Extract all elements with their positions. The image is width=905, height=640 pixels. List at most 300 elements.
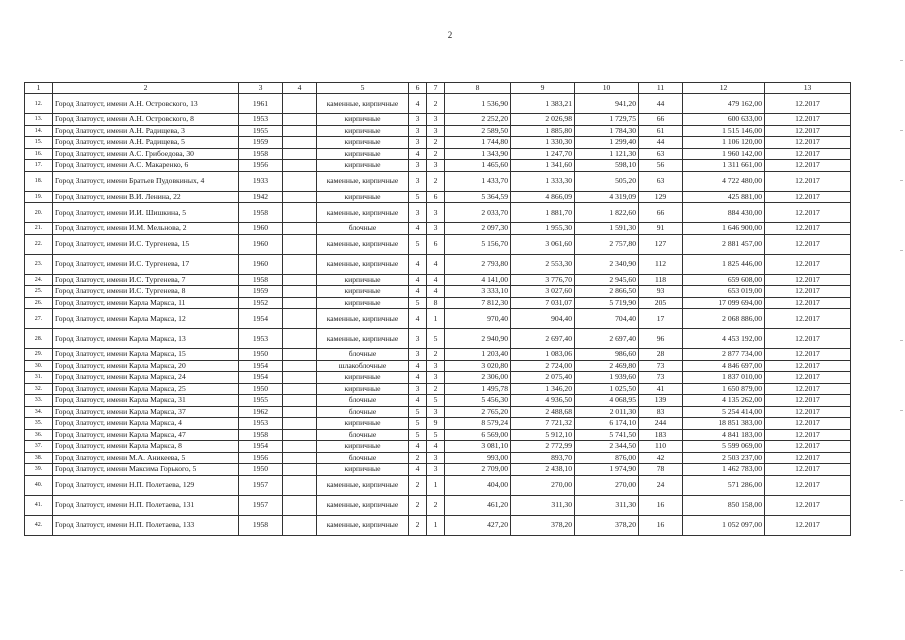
empty-cell [283,429,317,441]
table-row [25,203,851,223]
page-number: 2 [447,30,453,40]
total-area-cell: 5 456,30 [445,395,511,407]
cost-cell: 600 633,00 [683,114,765,126]
address-cell: Город Златоуст, имени Карла Маркса, 11 [53,297,239,309]
entrances-cell: 3 [427,125,445,137]
total-area-cell: 3 081,10 [445,441,511,453]
column-number: 10 [575,83,639,94]
entrances-cell: 1 [427,309,445,329]
total-area-cell: 2 033,70 [445,203,511,223]
living-area-cell: 2 697,40 [511,329,575,349]
address-cell: Город Златоуст, имени Максима Горького, 5 [53,464,239,476]
wall-material-cell: каменные, кирпичные [317,203,409,223]
address-cell: Город Златоуст, имени А.С. Грибоедова, 30 [53,148,239,160]
deadline-cell: 12.2017 [765,495,851,515]
floors-cell: 4 [409,309,427,329]
living-area-cell: 1 383,21 [511,94,575,114]
cost-cell: 1 960 142,00 [683,148,765,160]
empty-cell [283,114,317,126]
residents-cell: 78 [639,464,683,476]
residents-cell: 42 [639,452,683,464]
wall-material-cell: кирпичные [317,297,409,309]
residents-cell: 24 [639,475,683,495]
housing-registry-table [24,82,851,536]
floors-cell: 4 [409,94,427,114]
floors-cell: 4 [409,254,427,274]
entrances-cell: 2 [427,171,445,191]
table-row [25,137,851,149]
column-number: 3 [239,83,283,94]
floors-cell: 5 [409,418,427,430]
residential-area-cell: 1 784,30 [575,125,639,137]
deadline-cell: 12.2017 [765,223,851,235]
floors-cell: 3 [409,203,427,223]
cost-cell: 1 311 661,00 [683,160,765,172]
entrances-cell: 2 [427,349,445,361]
address-cell: Город Златоуст, имени М.А. Аникеева, 5 [53,452,239,464]
living-area-cell: 378,20 [511,515,575,535]
cost-cell: 659 608,00 [683,274,765,286]
empty-cell [283,171,317,191]
year-cell: 1933 [239,171,283,191]
wall-material-cell: кирпичные [317,441,409,453]
address-cell: Город Златоуст, имени И.С. Тургенева, 8 [53,286,239,298]
residents-cell: 73 [639,360,683,372]
floors-cell: 2 [409,452,427,464]
deadline-cell: 12.2017 [765,137,851,149]
total-area-cell: 8 579,24 [445,418,511,430]
residential-area-cell: 2 945,60 [575,274,639,286]
residents-cell: 17 [639,309,683,329]
total-area-cell: 1 465,60 [445,160,511,172]
wall-material-cell: шлакоблочные [317,360,409,372]
total-area-cell: 2 252,20 [445,114,511,126]
entrances-cell: 2 [427,148,445,160]
floors-cell: 4 [409,274,427,286]
table-row [25,475,851,495]
row-number-cell: 26. [25,297,53,309]
deadline-cell: 12.2017 [765,464,851,476]
address-cell: Город Златоуст, имени И.М. Мельнова, 2 [53,223,239,235]
table-row [25,148,851,160]
table-row [25,406,851,418]
column-number: 11 [639,83,683,94]
year-cell: 1954 [239,360,283,372]
cost-cell: 1 515 146,00 [683,125,765,137]
wall-material-cell: кирпичные [317,274,409,286]
cost-cell: 571 286,00 [683,475,765,495]
wall-material-cell: каменные, кирпичные [317,309,409,329]
row-number-cell: 14. [25,125,53,137]
year-cell: 1955 [239,395,283,407]
residents-cell: 127 [639,234,683,254]
residents-cell: 61 [639,125,683,137]
deadline-cell: 12.2017 [765,94,851,114]
deadline-cell: 12.2017 [765,297,851,309]
wall-material-cell: блочные [317,349,409,361]
table-row [25,160,851,172]
residents-cell: 183 [639,429,683,441]
deadline-cell: 12.2017 [765,114,851,126]
address-cell: Город Златоуст, имени Н.П. Полетаева, 129 [53,475,239,495]
floors-cell: 5 [409,429,427,441]
year-cell: 1955 [239,125,283,137]
residential-area-cell: 1 121,30 [575,148,639,160]
floors-cell: 2 [409,495,427,515]
empty-cell [283,452,317,464]
empty-cell [283,203,317,223]
row-number-cell: 39. [25,464,53,476]
wall-material-cell: блочные [317,395,409,407]
residents-cell: 91 [639,223,683,235]
row-number-cell: 15. [25,137,53,149]
residents-cell: 139 [639,395,683,407]
address-cell: Город Златоуст, имени А.Н. Радищева, 3 [53,125,239,137]
column-number: 7 [427,83,445,94]
wall-material-cell: блочные [317,429,409,441]
deadline-cell: 12.2017 [765,309,851,329]
address-cell: Город Златоуст, имени Карла Маркса, 20 [53,360,239,372]
entrances-cell: 6 [427,234,445,254]
row-number-cell: 16. [25,148,53,160]
floors-cell: 5 [409,297,427,309]
floors-cell: 4 [409,286,427,298]
entrances-cell: 5 [427,429,445,441]
year-cell: 1953 [239,329,283,349]
deadline-cell: 12.2017 [765,191,851,203]
total-area-cell: 1 536,90 [445,94,511,114]
empty-cell [283,148,317,160]
total-area-cell: 2 940,90 [445,329,511,349]
entrances-cell: 6 [427,191,445,203]
empty-cell [283,441,317,453]
empty-cell [283,329,317,349]
residential-area-cell: 1 591,30 [575,223,639,235]
row-number-cell: 41. [25,495,53,515]
year-cell: 1962 [239,406,283,418]
residential-area-cell: 704,40 [575,309,639,329]
row-number-cell: 12. [25,94,53,114]
cost-cell: 479 162,00 [683,94,765,114]
deadline-cell: 12.2017 [765,286,851,298]
address-cell: Город Златоуст, имени Карла Маркса, 24 [53,372,239,384]
row-number-cell: 32. [25,383,53,395]
living-area-cell: 3 027,60 [511,286,575,298]
address-cell: Город Златоуст, имени В.И. Ленина, 22 [53,191,239,203]
cost-cell: 4 135 262,00 [683,395,765,407]
year-cell: 1954 [239,309,283,329]
total-area-cell: 4 141,00 [445,274,511,286]
empty-cell [283,464,317,476]
living-area-cell: 893,70 [511,452,575,464]
deadline-cell: 12.2017 [765,329,851,349]
floors-cell: 3 [409,125,427,137]
wall-material-cell: кирпичные [317,383,409,395]
entrances-cell: 4 [427,274,445,286]
floors-cell: 4 [409,372,427,384]
row-number-cell: 42. [25,515,53,535]
cost-cell: 2 881 457,00 [683,234,765,254]
entrances-cell: 2 [427,94,445,114]
year-cell: 1954 [239,441,283,453]
column-number: 13 [765,83,851,94]
residential-area-cell: 311,30 [575,495,639,515]
wall-material-cell: кирпичные [317,148,409,160]
wall-material-cell: блочные [317,223,409,235]
table-row [25,234,851,254]
empty-cell [283,286,317,298]
living-area-cell: 2 026,98 [511,114,575,126]
empty-cell [283,223,317,235]
residents-cell: 112 [639,254,683,274]
deadline-cell: 12.2017 [765,372,851,384]
table-row [25,94,851,114]
wall-material-cell: кирпичные [317,125,409,137]
entrances-cell: 3 [427,372,445,384]
floors-cell: 4 [409,441,427,453]
deadline-cell: 12.2017 [765,475,851,495]
address-cell: Город Златоуст, имени А.Н. Островского, 13 [53,94,239,114]
column-number: 2 [53,83,239,94]
cost-cell: 1 052 097,00 [683,515,765,535]
cost-cell: 4 453 192,00 [683,329,765,349]
living-area-cell: 1 330,30 [511,137,575,149]
year-cell: 1958 [239,203,283,223]
entrances-cell: 1 [427,475,445,495]
table-row [25,309,851,329]
row-number-cell: 27. [25,309,53,329]
total-area-cell: 1 744,80 [445,137,511,149]
year-cell: 1958 [239,515,283,535]
residential-area-cell: 505,20 [575,171,639,191]
entrances-cell: 3 [427,452,445,464]
year-cell: 1961 [239,94,283,114]
empty-cell [283,274,317,286]
entrances-cell: 2 [427,383,445,395]
year-cell: 1956 [239,452,283,464]
residents-cell: 129 [639,191,683,203]
total-area-cell: 2 709,00 [445,464,511,476]
total-area-cell: 1 495,78 [445,383,511,395]
living-area-cell: 3 776,70 [511,274,575,286]
address-cell: Город Златоуст, имени И.С. Тургенева, 15 [53,234,239,254]
residential-area-cell: 1 974,90 [575,464,639,476]
residents-cell: 93 [639,286,683,298]
address-cell: Город Златоуст, имени Карла Маркса, 13 [53,329,239,349]
year-cell: 1960 [239,234,283,254]
column-number: 4 [283,83,317,94]
entrances-cell: 4 [427,441,445,453]
table-row [25,125,851,137]
cost-cell: 1 106 120,00 [683,137,765,149]
empty-cell [283,395,317,407]
table-row [25,372,851,384]
wall-material-cell: кирпичные [317,137,409,149]
cost-cell: 17 099 694,00 [683,297,765,309]
empty-cell [283,515,317,535]
living-area-cell: 270,00 [511,475,575,495]
floors-cell: 5 [409,234,427,254]
address-cell: Город Златоуст, имени Карла Маркса, 8 [53,441,239,453]
entrances-cell: 3 [427,114,445,126]
living-area-cell: 2 553,30 [511,254,575,274]
table-row [25,274,851,286]
wall-material-cell: каменные, кирпичные [317,234,409,254]
address-cell: Город Златоуст, имени Н.П. Полетаева, 133 [53,515,239,535]
residential-area-cell: 2 469,80 [575,360,639,372]
column-number: 12 [683,83,765,94]
residents-cell: 44 [639,137,683,149]
year-cell: 1950 [239,464,283,476]
table-row [25,254,851,274]
deadline-cell: 12.2017 [765,452,851,464]
empty-cell [283,372,317,384]
residential-area-cell: 2 866,50 [575,286,639,298]
floors-cell: 5 [409,191,427,203]
total-area-cell: 3 333,10 [445,286,511,298]
living-area-cell: 1 885,80 [511,125,575,137]
deadline-cell: 12.2017 [765,160,851,172]
column-number: 6 [409,83,427,94]
wall-material-cell: кирпичные [317,372,409,384]
column-number: 8 [445,83,511,94]
deadline-cell: 12.2017 [765,418,851,430]
wall-material-cell: каменные, кирпичные [317,495,409,515]
year-cell: 1958 [239,429,283,441]
empty-cell [283,94,317,114]
floors-cell: 3 [409,160,427,172]
address-cell: Город Златоуст, имени Карла Маркса, 37 [53,406,239,418]
table-row [25,360,851,372]
wall-material-cell: каменные, кирпичные [317,515,409,535]
total-area-cell: 1 433,70 [445,171,511,191]
entrances-cell: 8 [427,297,445,309]
cost-cell: 653 019,00 [683,286,765,298]
year-cell: 1953 [239,418,283,430]
residential-area-cell: 2 697,40 [575,329,639,349]
entrances-cell: 4 [427,254,445,274]
cost-cell: 18 851 383,00 [683,418,765,430]
total-area-cell: 1 343,90 [445,148,511,160]
table-row [25,297,851,309]
living-area-cell: 7 721,32 [511,418,575,430]
year-cell: 1958 [239,274,283,286]
total-area-cell: 2 306,00 [445,372,511,384]
table-row [25,114,851,126]
year-cell: 1957 [239,495,283,515]
table-row [25,395,851,407]
wall-material-cell: каменные, кирпичные [317,329,409,349]
floors-cell: 4 [409,360,427,372]
address-cell: Город Златоуст, имени А.С. Макаренко, 6 [53,160,239,172]
row-number-cell: 21. [25,223,53,235]
wall-material-cell: каменные, кирпичные [317,254,409,274]
living-area-cell: 2 488,68 [511,406,575,418]
residents-cell: 110 [639,441,683,453]
total-area-cell: 461,20 [445,495,511,515]
year-cell: 1953 [239,114,283,126]
floors-cell: 3 [409,171,427,191]
living-area-cell: 904,40 [511,309,575,329]
deadline-cell: 12.2017 [765,203,851,223]
empty-cell [283,418,317,430]
total-area-cell: 3 020,80 [445,360,511,372]
entrances-cell: 2 [427,137,445,149]
year-cell: 1952 [239,297,283,309]
entrances-cell: 4 [427,286,445,298]
year-cell: 1942 [239,191,283,203]
cost-cell: 5 254 414,00 [683,406,765,418]
total-area-cell: 970,40 [445,309,511,329]
wall-material-cell: кирпичные [317,286,409,298]
cost-cell: 1 837 010,00 [683,372,765,384]
floors-cell: 2 [409,515,427,535]
total-area-cell: 6 569,00 [445,429,511,441]
deadline-cell: 12.2017 [765,349,851,361]
address-cell: Город Златоуст, имени А.Н. Островского, 8 [53,114,239,126]
cost-cell: 5 599 069,00 [683,441,765,453]
entrances-cell: 5 [427,395,445,407]
residential-area-cell: 598,10 [575,160,639,172]
table-row [25,515,851,535]
total-area-cell: 2 589,50 [445,125,511,137]
deadline-cell: 12.2017 [765,441,851,453]
row-number-cell: 34. [25,406,53,418]
entrances-cell: 5 [427,329,445,349]
row-number-cell: 17. [25,160,53,172]
address-cell: Город Златоуст, имени И.И. Шишкина, 5 [53,203,239,223]
table-row [25,171,851,191]
floors-cell: 4 [409,395,427,407]
residents-cell: 73 [639,372,683,384]
floors-cell: 3 [409,383,427,395]
wall-material-cell: кирпичные [317,418,409,430]
residents-cell: 205 [639,297,683,309]
empty-cell [283,125,317,137]
residents-cell: 16 [639,495,683,515]
residents-cell: 244 [639,418,683,430]
residential-area-cell: 378,20 [575,515,639,535]
living-area-cell: 1 341,60 [511,160,575,172]
empty-cell [283,349,317,361]
row-number-cell: 29. [25,349,53,361]
row-number-cell: 13. [25,114,53,126]
empty-cell [283,297,317,309]
cost-cell: 1 462 783,00 [683,464,765,476]
total-area-cell: 993,00 [445,452,511,464]
total-area-cell: 2 793,80 [445,254,511,274]
residential-area-cell: 941,20 [575,94,639,114]
empty-cell [283,309,317,329]
deadline-cell: 12.2017 [765,125,851,137]
row-number-cell: 33. [25,395,53,407]
cost-cell: 4 841 183,00 [683,429,765,441]
residents-cell: 96 [639,329,683,349]
scan-edge-marks [897,40,903,640]
wall-material-cell: блочные [317,406,409,418]
row-number-cell: 18. [25,171,53,191]
column-number-row [25,83,851,94]
floors-cell: 3 [409,137,427,149]
floors-cell: 5 [409,406,427,418]
row-number-cell: 30. [25,360,53,372]
cost-cell: 1 646 900,00 [683,223,765,235]
year-cell: 1960 [239,254,283,274]
address-cell: Город Златоуст, имени Карла Маркса, 12 [53,309,239,329]
entrances-cell: 3 [427,223,445,235]
living-area-cell: 1 247,70 [511,148,575,160]
wall-material-cell: кирпичные [317,191,409,203]
